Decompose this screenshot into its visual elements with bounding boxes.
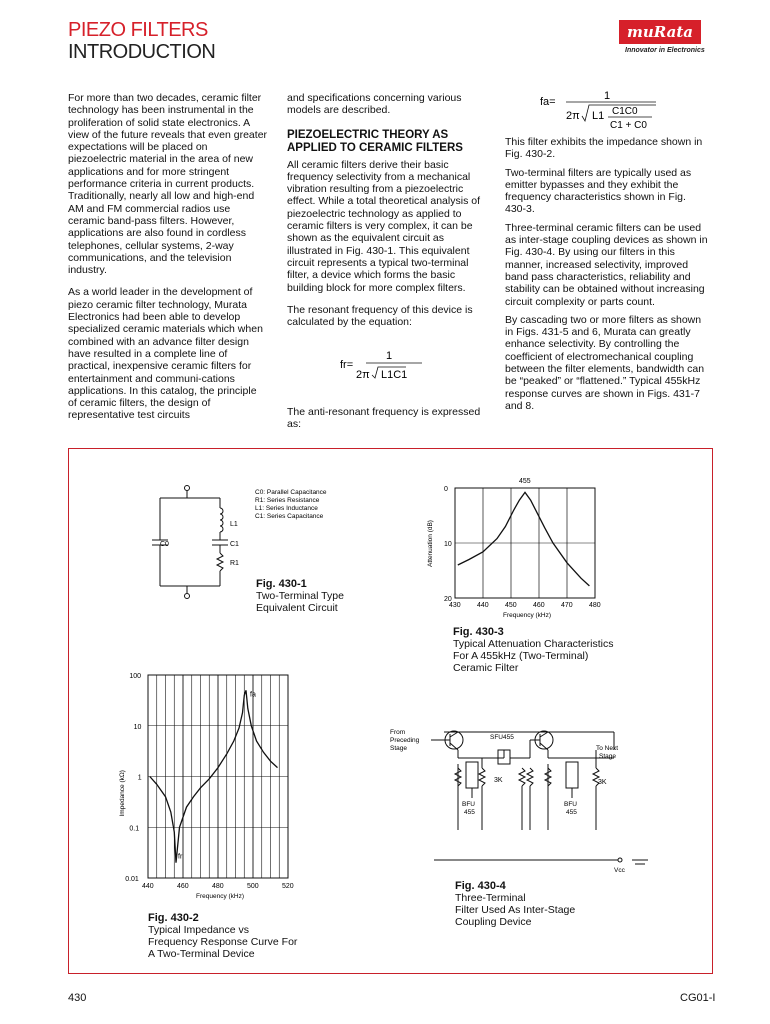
from-label-2: Preceding [390, 737, 420, 744]
y-tick-label: 20 [444, 596, 452, 603]
bfu-left-1: BFU [462, 801, 475, 808]
fig-430-4-line2: Filter Used As Inter-Stage [455, 904, 576, 916]
logo-wordmark: muRata [619, 20, 701, 44]
fig-430-2-line2: Frequency Response Curve For [148, 936, 298, 948]
col2-paragraph-4: The anti-resonant frequency is expressed as: [287, 406, 481, 431]
fig-430-3-line1: Typical Attenuation Characteristics [453, 638, 614, 650]
x-tick-label: 480 [212, 883, 224, 890]
x-tick-label: 450 [505, 602, 517, 609]
col3-paragraph-2: Two-terminal filters are typically used as emitter bypasses and they exhibit the frequency characteristics shown in Fig. 430-3. [505, 166, 692, 216]
sfu455-label: SFU455 [490, 734, 514, 741]
col3-paragraph-4: By cascading two or more filters as shown in Figs. 431-5 and 6, Murata can greatly enhance selectivity. By controlling the coefficient of electromechanical coupling between the filter elements, bandwidth can be “peaked” or “flattened.” Typical 455kHz response curves are shown in Figs. 431-7 and 8. [505, 313, 705, 412]
col3-paragraph-1: This filter exhibits the impedance shown in Fig. 430-2. [505, 136, 703, 161]
next-label-2: Stage [599, 753, 616, 760]
x-tick-label: 440 [142, 883, 154, 890]
fig-430-2-caption [148, 912, 297, 960]
col2-paragraph-3: The resonant frequency of this device is calculated by the equation: [287, 303, 473, 329]
eq-fa-root-l1: L1 [592, 110, 605, 122]
x-tick-label: 430 [449, 602, 461, 609]
resistor-3k-left: 3K [494, 777, 503, 784]
fig-430-3-line3: Ceramic Filter [453, 662, 519, 674]
eq-fr-denominator: 2π [356, 369, 370, 381]
inter-stage-coupling-circuit [386, 720, 656, 875]
eq-fa-numerator: 1 [604, 90, 611, 102]
x-tick-label: 520 [282, 883, 294, 890]
fig-430-2-line1: Typical Impedance vs [148, 924, 249, 936]
fig-430-1-label: Fig. 430-1 [256, 578, 307, 590]
resistor-3k-right: 3K [598, 779, 607, 786]
legend-c1: C1: Series Capacitance [255, 513, 324, 520]
from-label-3: Stage [390, 745, 407, 752]
attenuation-curve [458, 492, 590, 586]
vcc-label: Vcc [614, 867, 625, 874]
fig-430-1-line1: Two-Terminal Type [256, 590, 344, 602]
y-tick-label: 1 [137, 774, 142, 782]
column-3 [505, 136, 708, 418]
murata-logo [619, 20, 705, 60]
anti-resonant-equation [538, 88, 668, 136]
column-1 [68, 92, 268, 432]
x-tick-label: 500 [247, 883, 259, 890]
fig-430-4-line1: Three-Terminal [455, 892, 526, 904]
c1-label: C1 [230, 541, 239, 548]
x-axis-label: Frequency (kHz) [503, 612, 552, 619]
eq-fa-lhs: fa= [540, 96, 556, 108]
fig-430-3-caption [453, 626, 614, 674]
legend-l1: L1: Series Inductance [255, 505, 318, 512]
y-axis-label: Impedance (kΩ) [119, 770, 126, 817]
attenuation-chart [420, 472, 610, 622]
x-tick-label: 480 [589, 602, 601, 609]
title-line-2: INTRODUCTION [68, 41, 216, 63]
y-tick-label: 0 [444, 486, 448, 493]
y-tick-label: 100 [129, 673, 142, 680]
fig-430-1-line2: Equivalent Circuit [256, 602, 338, 614]
page-number: 430 [68, 992, 87, 1004]
impedance-chart [110, 665, 310, 910]
fig-430-3-line2: For A 455kHz (Two-Terminal) [453, 650, 589, 662]
bfu-right-1: BFU [564, 801, 577, 808]
legend-c0: C0: Parallel Capacitance [255, 489, 327, 496]
from-label-1: From [390, 729, 406, 736]
x-axis-label: Frequency (kHz) [196, 893, 245, 900]
fig-430-4-line3: Coupling Device [455, 916, 532, 928]
intro-paragraph-1: For more than two decades, ceramic filter technology has been instrumental in the proliferation of solid state electronics. A view of the future reveals that even greater expectations will be placed on piezoelectric material in the area of new applications and for more stringent performance criteria in current products. Traditionally, nearly all low and high-end AM and FM commercial radios use ceramic band-pass filters. However, applications are also found in cordless telephones, cellular systems, 2-way communications, and the television industry. [68, 92, 268, 277]
r1-label: R1 [230, 560, 239, 567]
intro-paragraph-2: As a world leader in the development of piezo ceramic filter technology, Murata Electronics had been able to develop specialized ceramic materials which when combined with an advance filter design have resulted in a complete line of practical, inexpensive ceramic filters for entertainment and communi-cations applications. In this catalog, the principle of ceramic filters, the design of representative test circuits [68, 286, 263, 422]
y-tick-label: 10 [133, 723, 142, 731]
x-tick-label: 460 [177, 883, 189, 890]
fig-430-2-line3: A Two-Terminal Device [148, 948, 255, 960]
section-heading: PIEZOELECTRIC THEORY AS APPLIED TO CERAMIC FILTERS [287, 128, 463, 154]
eq-fa-root-num: C1C0 [612, 106, 638, 117]
bfu-left-2: 455 [464, 809, 475, 816]
c0-label: C0 [160, 541, 169, 548]
legend-r1: R1: Series Resistance [255, 497, 320, 504]
fig-430-4-label: Fig. 430-4 [455, 880, 506, 892]
bfu-right-2: 455 [566, 809, 577, 816]
fig-430-3-label: Fig. 430-3 [453, 626, 504, 638]
x-tick-label: 440 [477, 602, 489, 609]
fr-label: fr [178, 853, 183, 861]
eq-fa-denominator: 2π [566, 110, 580, 122]
y-axis-label: Attenuation (dB) [427, 520, 434, 567]
eq-fr-numerator: 1 [386, 350, 393, 362]
title-line-1: PIEZO FILTERS [68, 19, 208, 41]
resonant-frequency-equation [336, 345, 446, 389]
next-label-1: To Next [596, 745, 619, 752]
col2-paragraph-1: and specifications concerning various models are described. [287, 92, 462, 117]
fa-label: fa [250, 691, 256, 699]
y-tick-label: 0.1 [129, 825, 140, 833]
eq-fr-root: L1C1 [381, 369, 408, 381]
col3-paragraph-3: Three-terminal ceramic filters can be used as inter-stage coupling devices as shown in Fig. 430-4. By using our filters in this manner, increased selectivity, improved band pass characteristics, reliability and stability can be obtained without increasing circuit complexity or parts count. [505, 221, 708, 308]
col2-paragraph-2: All ceramic filters derive their basic frequency selectivity from a mechanical vibration resulting from a piezoelectric effect. While a total theoretical analysis of piezoelectric technology as applied to ceramic filters is very complex, it can be shown as the equivalent circuit as illustrated in Fig. 430-1. This equivalent circuit represents a typical two-terminal filter, a device which forms the basic building block for more complex filters. [287, 158, 480, 294]
catalog-code: CG01-I [680, 992, 716, 1004]
fig-430-1-caption [256, 578, 344, 614]
eq-fr-lhs: fr= [340, 359, 354, 371]
column-2 [287, 92, 490, 338]
fig-430-4-caption [455, 880, 575, 928]
peak-label: 455 [519, 478, 531, 485]
x-tick-label: 460 [533, 602, 545, 609]
fig-430-2-label: Fig. 430-2 [148, 912, 199, 924]
y-tick-label: 10 [444, 541, 452, 548]
y-tick-label: 0.01 [125, 876, 139, 883]
eq-fa-root-den: C1 + C0 [610, 120, 647, 131]
x-tick-label: 470 [561, 602, 573, 609]
logo-tagline: Innovator in Electronics [625, 47, 705, 54]
l1-label: L1 [230, 521, 238, 528]
